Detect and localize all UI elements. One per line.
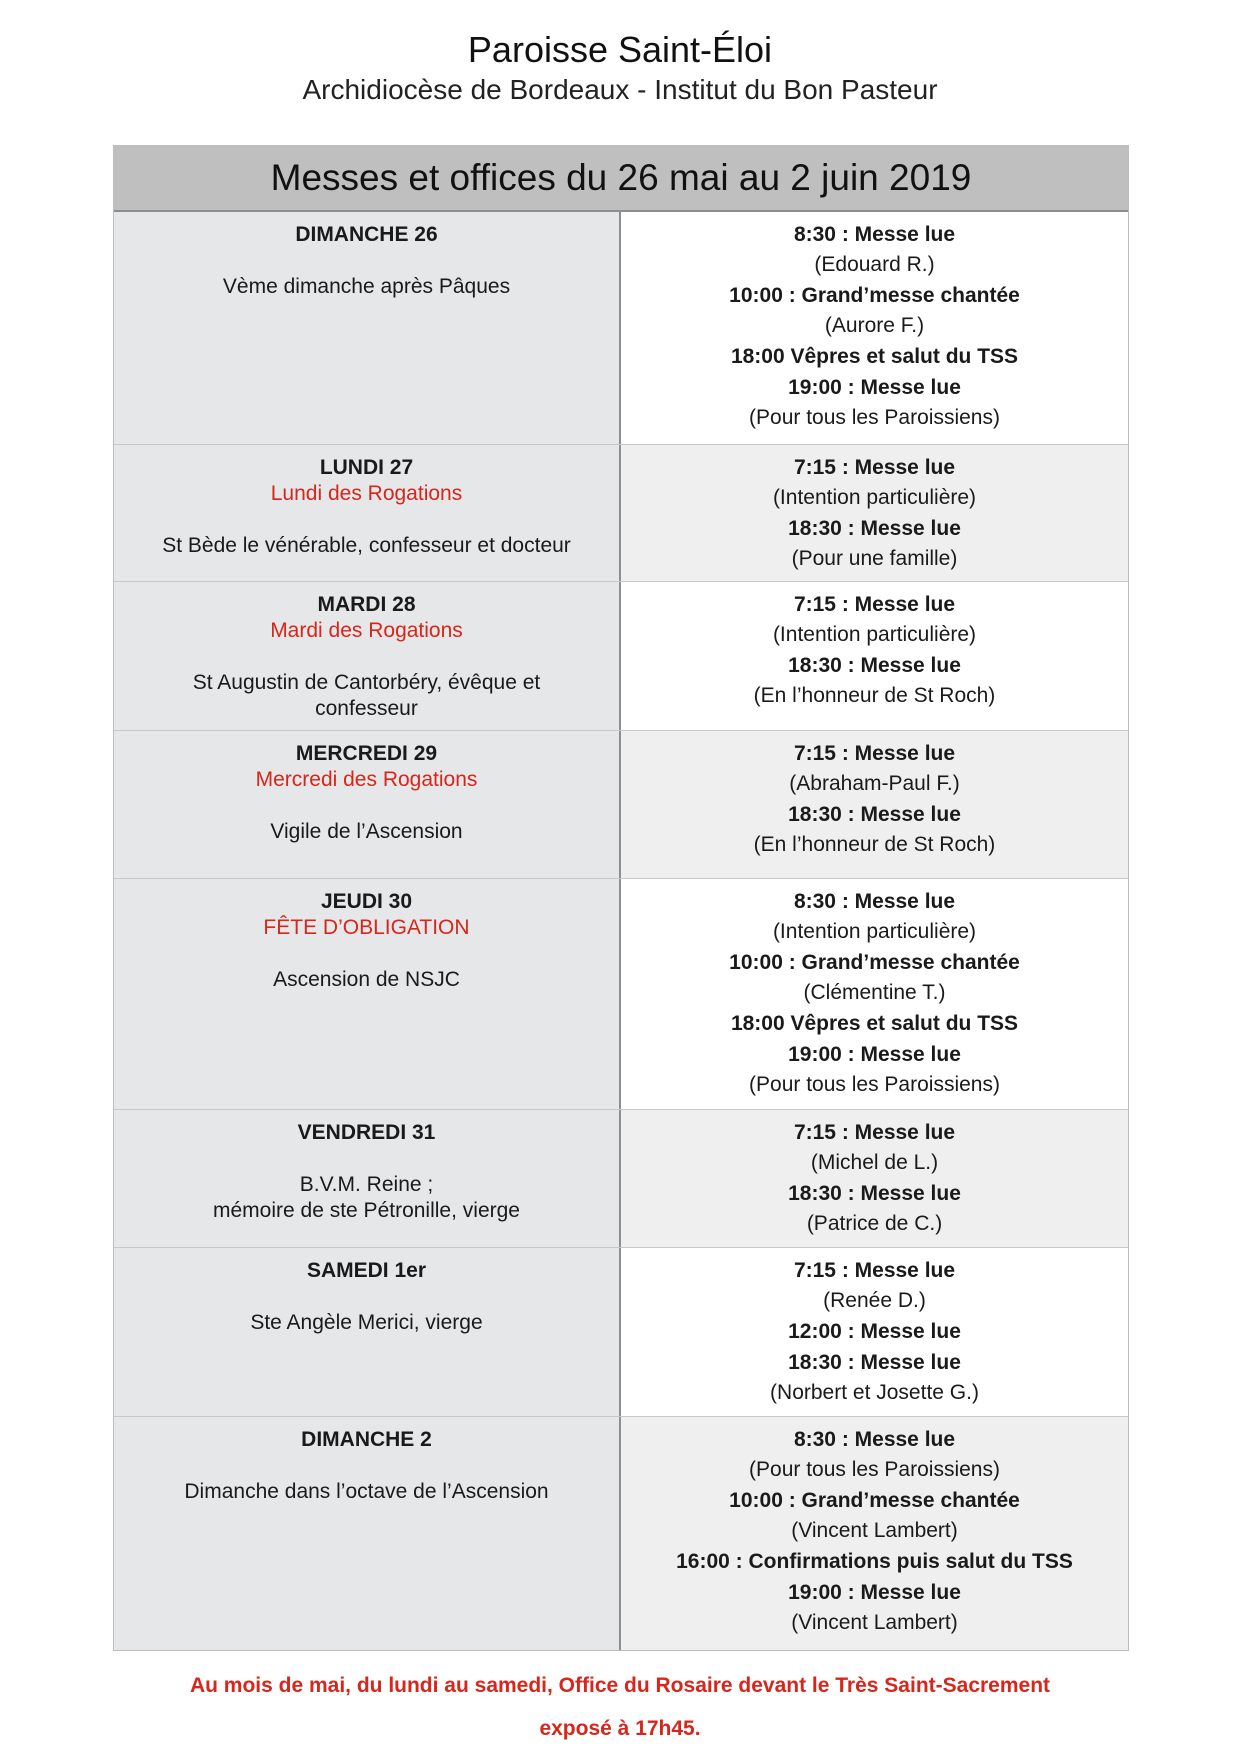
mass-cell xyxy=(621,1417,1128,1650)
mass-time: 19:00 : Messe lue xyxy=(788,1043,961,1066)
day-label: DIMANCHE 2 xyxy=(301,1428,432,1451)
mass-intention: (Abraham-Paul F.) xyxy=(789,772,960,795)
mass-time: 8:30 : Messe lue xyxy=(793,890,956,913)
mass-intention: (Intention particulière) xyxy=(772,486,977,509)
mass-intention: (Pour tous les Paroissiens) xyxy=(749,1073,1000,1096)
document-header xyxy=(0,28,1240,108)
day-cell xyxy=(114,445,621,581)
schedule-rows xyxy=(114,212,1128,1650)
day-cell xyxy=(114,582,621,730)
spacer xyxy=(126,248,607,274)
schedule-row xyxy=(114,731,1128,879)
mass-intention: (Renée D.) xyxy=(823,1289,926,1312)
day-label: MERCREDI 29 xyxy=(295,742,438,765)
mass-cell xyxy=(621,1248,1128,1416)
day-cell xyxy=(114,1417,621,1650)
footer-note xyxy=(0,1664,1240,1750)
liturgical-day: B.V.M. Reine ; xyxy=(299,1173,434,1196)
feast-note: Mardi des Rogations xyxy=(270,619,463,642)
mass-time: 12:00 : Messe lue xyxy=(788,1320,961,1343)
schedule-row xyxy=(114,879,1128,1110)
schedule-row xyxy=(114,212,1128,445)
day-cell xyxy=(114,731,621,878)
mass-intention: (Pour tous les Paroissiens) xyxy=(749,1458,1000,1481)
day-cell xyxy=(114,1248,621,1416)
liturgical-day: confesseur xyxy=(315,697,418,720)
spacer xyxy=(126,644,607,670)
mass-time: 10:00 : Grand’messe chantée xyxy=(729,1489,1020,1512)
mass-time: 8:30 : Messe lue xyxy=(793,1428,956,1451)
spacer xyxy=(126,507,607,533)
mass-intention: (Patrice de C.) xyxy=(806,1212,943,1235)
diocese-line: Archidiocèse de Bordeaux - Institut du Bon Pasteur xyxy=(302,74,938,105)
schedule-table xyxy=(113,145,1129,1651)
liturgical-day: St Augustin de Cantorbéry, évêque et xyxy=(192,671,541,694)
schedule-row xyxy=(114,1248,1128,1417)
schedule-row xyxy=(114,1417,1128,1650)
mass-time: 19:00 : Messe lue xyxy=(788,1581,961,1604)
liturgical-day: Dimanche dans l’octave de l’Ascension xyxy=(184,1480,549,1503)
day-cell xyxy=(114,1110,621,1247)
schedule-title: Messes et offices du 26 mai au 2 juin 2019 xyxy=(114,146,1128,212)
mass-time: 18:30 : Messe lue xyxy=(788,517,961,540)
spacer xyxy=(126,1146,607,1172)
mass-intention: (Vincent Lambert) xyxy=(791,1611,958,1634)
mass-cell xyxy=(621,445,1128,581)
mass-time: 7:15 : Messe lue xyxy=(793,1121,956,1144)
day-cell xyxy=(114,212,621,444)
liturgical-day: mémoire de ste Pétronille, vierge xyxy=(213,1199,520,1222)
mass-time: 10:00 : Grand’messe chantée xyxy=(729,284,1020,307)
feast-note: Mercredi des Rogations xyxy=(255,768,478,791)
mass-intention: (Pour une famille) xyxy=(791,547,958,570)
schedule-row xyxy=(114,445,1128,582)
day-label: DIMANCHE 26 xyxy=(295,223,438,246)
mass-time: 19:00 : Messe lue xyxy=(788,376,961,399)
mass-cell xyxy=(621,1110,1128,1247)
day-label: LUNDI 27 xyxy=(319,456,414,479)
mass-cell xyxy=(621,212,1128,444)
footer-line-2: exposé à 17h45. xyxy=(539,1717,701,1740)
mass-cell xyxy=(621,879,1128,1109)
mass-intention: (Edouard R.) xyxy=(814,253,935,276)
spacer xyxy=(126,1284,607,1310)
schedule-row xyxy=(114,582,1128,731)
day-label: MARDI 28 xyxy=(317,593,416,616)
mass-time: 7:15 : Messe lue xyxy=(793,742,956,765)
mass-time: 18:00 Vêpres et salut du TSS xyxy=(730,345,1019,368)
day-label: SAMEDI 1er xyxy=(306,1259,427,1282)
mass-intention: (En l’honneur de St Roch) xyxy=(753,833,996,856)
mass-time: 7:15 : Messe lue xyxy=(793,593,956,616)
mass-intention: (Michel de L.) xyxy=(810,1151,939,1174)
mass-intention: (Clémentine T.) xyxy=(803,981,946,1004)
mass-time: 7:15 : Messe lue xyxy=(793,456,956,479)
liturgical-day: Ste Angèle Merici, vierge xyxy=(250,1311,483,1334)
mass-time: 10:00 : Grand’messe chantée xyxy=(729,951,1020,974)
feast-note: Lundi des Rogations xyxy=(270,482,463,505)
mass-cell xyxy=(621,582,1128,730)
feast-note: FÊTE D’OBLIGATION xyxy=(263,916,470,939)
mass-time: 18:00 Vêpres et salut du TSS xyxy=(730,1012,1019,1035)
liturgical-day: St Bède le vénérable, confesseur et docteur xyxy=(162,534,571,557)
schedule-row xyxy=(114,1110,1128,1248)
day-cell xyxy=(114,879,621,1109)
mass-intention: (Intention particulière) xyxy=(772,623,977,646)
mass-intention: (Vincent Lambert) xyxy=(791,1519,958,1542)
mass-time: 8:30 : Messe lue xyxy=(793,223,956,246)
mass-intention: (Pour tous les Paroissiens) xyxy=(749,406,1000,429)
day-label: VENDREDI 31 xyxy=(297,1121,436,1144)
liturgical-day: Ascension de NSJC xyxy=(273,968,460,991)
spacer xyxy=(126,941,607,967)
mass-time: 18:30 : Messe lue xyxy=(788,1351,961,1374)
mass-intention: (Norbert et Josette G.) xyxy=(770,1381,979,1404)
mass-time: 18:30 : Messe lue xyxy=(788,654,961,677)
mass-time: 18:30 : Messe lue xyxy=(788,1182,961,1205)
mass-intention: (Aurore F.) xyxy=(824,314,925,337)
mass-intention: (En l’honneur de St Roch) xyxy=(753,684,996,707)
mass-intention: (Intention particulière) xyxy=(772,920,977,943)
spacer xyxy=(126,793,607,819)
day-label: JEUDI 30 xyxy=(320,890,413,913)
mass-time: 18:30 : Messe lue xyxy=(788,803,961,826)
mass-cell xyxy=(621,731,1128,878)
footer-line-1: Au mois de mai, du lundi au samedi, Office du Rosaire devant le Très Saint-Sacrement xyxy=(189,1674,1051,1697)
liturgical-day: Vème dimanche après Pâques xyxy=(222,275,511,298)
parish-name: Paroisse Saint-Éloi xyxy=(467,29,773,70)
liturgical-day: Vigile de l’Ascension xyxy=(270,820,463,843)
mass-time: 16:00 : Confirmations puis salut du TSS xyxy=(676,1550,1073,1573)
mass-time: 7:15 : Messe lue xyxy=(793,1259,956,1282)
spacer xyxy=(126,1453,607,1479)
